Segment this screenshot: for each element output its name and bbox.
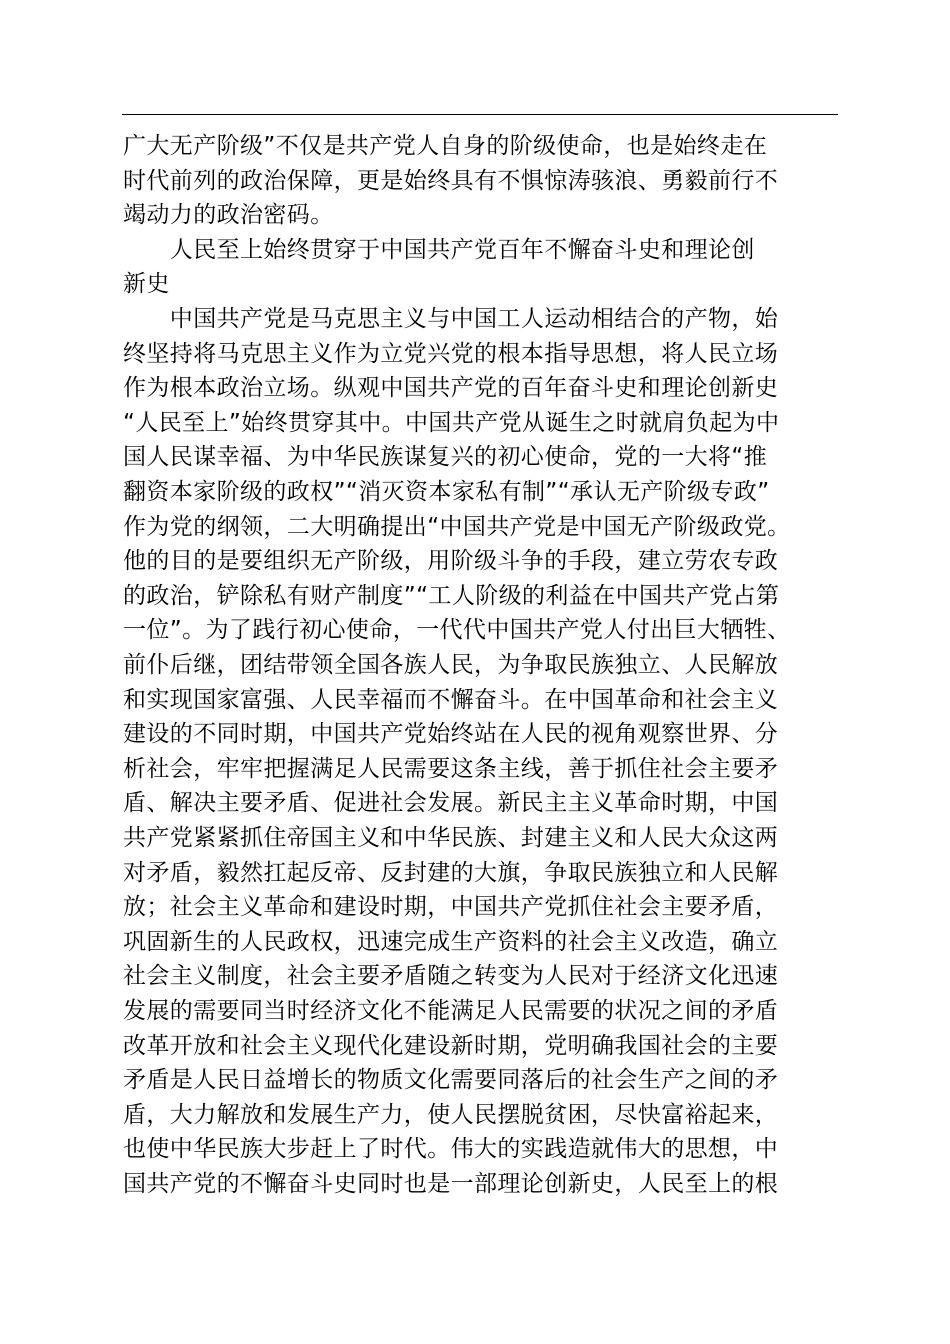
text-line: 一位”。为了践行初心使命，一代代中国共产党人付出巨大牺牲、 xyxy=(123,617,791,644)
text-line: 对矛盾，毅然扛起反帝、反封建的大旗，争取民族独立和人民解 xyxy=(123,859,779,886)
text-line: 国共产党的不懈奋斗史同时也是一部理论创新史，人民至上的根 xyxy=(123,1171,779,1197)
text-line: 改革开放和社会主义现代化建设新时期，党明确我国社会的主要 xyxy=(123,1032,779,1059)
text-line: 盾、解决主要矛盾、促进社会发展。新民主主义革命时期，中国 xyxy=(123,790,779,817)
text-line: 社会主义制度，社会主要矛盾随之转变为人民对于经济文化迅速 xyxy=(123,963,779,990)
text-line: 中国共产党是马克思主义与中国工人运动相结合的产物，始 xyxy=(123,306,779,332)
text-line: “人民至上”始终贯穿其中。中国共产党从诞生之时就肩负起为中 xyxy=(123,409,780,436)
text-line: 析社会，牢牢把握满足人民需要这条主线，善于抓住社会主要矛 xyxy=(123,755,779,782)
header-rule xyxy=(122,114,838,115)
text-line: 盾，大力解放和发展生产力，使人民摆脱贫困，尽快富裕起来， xyxy=(123,1101,779,1128)
text-line: 放；社会主义革命和建设时期，中国共产党抓住社会主要矛盾， xyxy=(123,894,779,921)
text-line: 国人民谋幸福、为中华民族谋复兴的初心使命，党的一大将“推 xyxy=(123,444,768,471)
text-line: 作为根本政治立场。纵观中国共产党的百年奋斗史和理论创新史 xyxy=(123,375,779,402)
text-line: 建设的不同时期，中国共产党始终站在人民的视角观察世界、分 xyxy=(123,721,779,748)
text-line: 也使中华民族大步赶上了时代。伟大的实践造就伟大的思想，中 xyxy=(123,1136,779,1163)
text-line: 共产党紧紧抓住帝国主义和中华民族、封建主义和人民大众这两 xyxy=(123,825,779,851)
text-line: 广大无产阶级”不仅是共产党人自身的阶级使命，也是始终走在 xyxy=(123,133,768,159)
text-line: 和实现国家富强、人民幸福而不懈奋斗。在中国革命和社会主义 xyxy=(123,686,779,713)
text-line: 作为党的纲领，二大明确提出“中国共产党是中国无产阶级政党。 xyxy=(123,513,791,540)
section-heading: 人民至上始终贯穿于中国共产党百年不懈奋斗史和理论创 xyxy=(123,236,755,263)
text-line: 的政治，铲除私有财产制度”“工人阶级的利益在中国共产党占第 xyxy=(123,582,780,609)
text-line: 巩固新生的人民政权，迅速完成生产资料的社会主义改造，确立 xyxy=(123,928,779,955)
text-line: 时代前列的政治保障，更是始终具有不惧惊涛骇浪、勇毅前行不 xyxy=(123,167,779,194)
text-line: 矛盾是人民日益增长的物质文化需要同落后的社会生产之间的矛 xyxy=(123,1067,779,1094)
text-line: 终坚持将马克思主义作为立党兴党的根本指导思想，将人民立场 xyxy=(123,340,779,367)
text-line: 他的目的是要组织无产阶级，用阶级斗争的手段，建立劳农专政 xyxy=(123,548,779,575)
text-line: 翻资本家阶级的政权”“消灭资本家私有制”“承认无产阶级专政” xyxy=(123,479,770,505)
text-line: 前仆后继，团结带领全国各族人民，为争取民族独立、人民解放 xyxy=(123,652,779,678)
text-line: 竭动力的政治密码。 xyxy=(123,202,334,229)
section-heading: 新史 xyxy=(123,271,170,298)
text-line: 发展的需要同当时经济文化不能满足人民需要的状况之间的矛盾 xyxy=(123,998,779,1024)
